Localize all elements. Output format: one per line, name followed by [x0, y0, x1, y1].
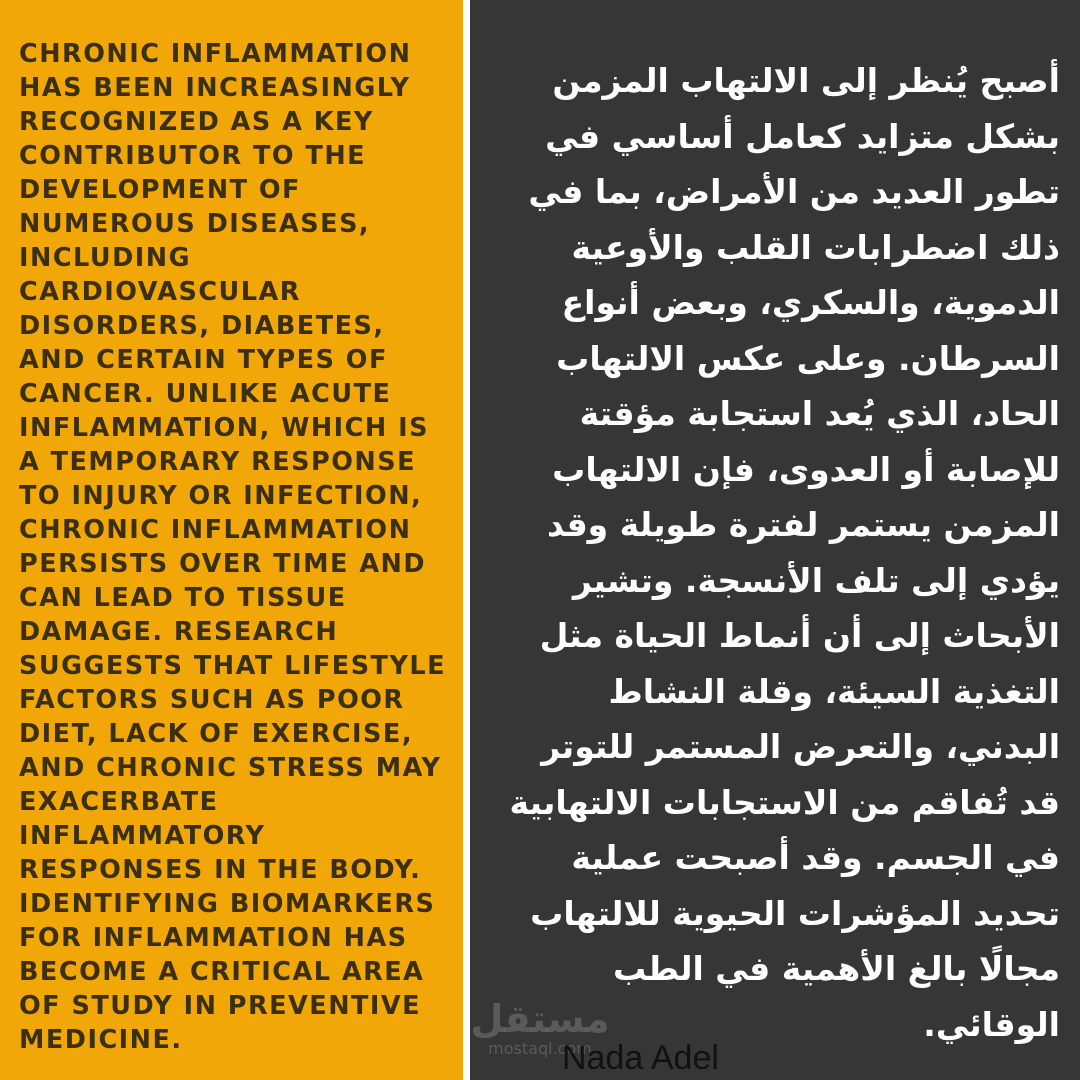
arabic-paragraph: أصبح يُنظر إلى الالتهاب المزمن بشكل متزايد كعامل أساسي في تطور العديد من الأمراض، بما في ذلك اضطرابات القلب والأوعية الدموية، والسكري، وبعض أنواع السرطان. وعلى عكس الالتهاب الحاد، الذي يُعد استجابة مؤقتة للإصابة أو العدوى، فإن الالتهاب المزمن يستمر لفترة طويلة وقد يؤدي إلى تلف الأنسجة. وتشير الأبحاث إلى أن أنماط الحياة مثل التغذية السيئة، وقلة النشاط البدني، والتعرض المستمر للتوتر قد تُفاقم من الاستجابات الالتهابية في الجسم. وقد أصبحت عملية تحديد المؤشرات الحيوية للالتهاب مجالًا بالغ الأهمية في الطب الوقائي.: [509, 61, 1060, 1044]
author-name: Nada Adel: [562, 1039, 719, 1077]
watermark-logo: مستقل: [470, 997, 610, 1041]
english-paragraph: CHRONIC INFLAMMATION HAS BEEN INCREASINGLY RECOGNIZED AS A KEY CONTRIBUTOR TO THE DEVELOPMENT OF NUMEROUS DISEASES, INCLUDING CARDIOVASCULAR DISORDERS, DIABETES, AND CERTAIN TYPES OF CANCER. UNLIKE ACUTE INFLAMMATION, WHICH IS A TEMPORARY RESPONSE TO INJURY OR INFECTION, CHRONIC INFLAMMATION PERSISTS OVER TIME AND CAN LEAD TO TISSUE DAMAGE. RESEARCH SUGGESTS THAT LIFESTYLE FACTORS SUCH AS POOR DIET, LACK OF EXERCISE, AND CHRONIC STRESS MAY EXACERBATE INFLAMMATORY RESPONSES IN THE BODY. IDENTIFYING BIOMARKERS FOR INFLAMMATION HAS BECOME A CRITICAL AREA OF STUDY IN PREVENTIVE MEDICINE.: [19, 39, 447, 1055]
watermark-url: mostaql.com: [488, 1039, 592, 1058]
